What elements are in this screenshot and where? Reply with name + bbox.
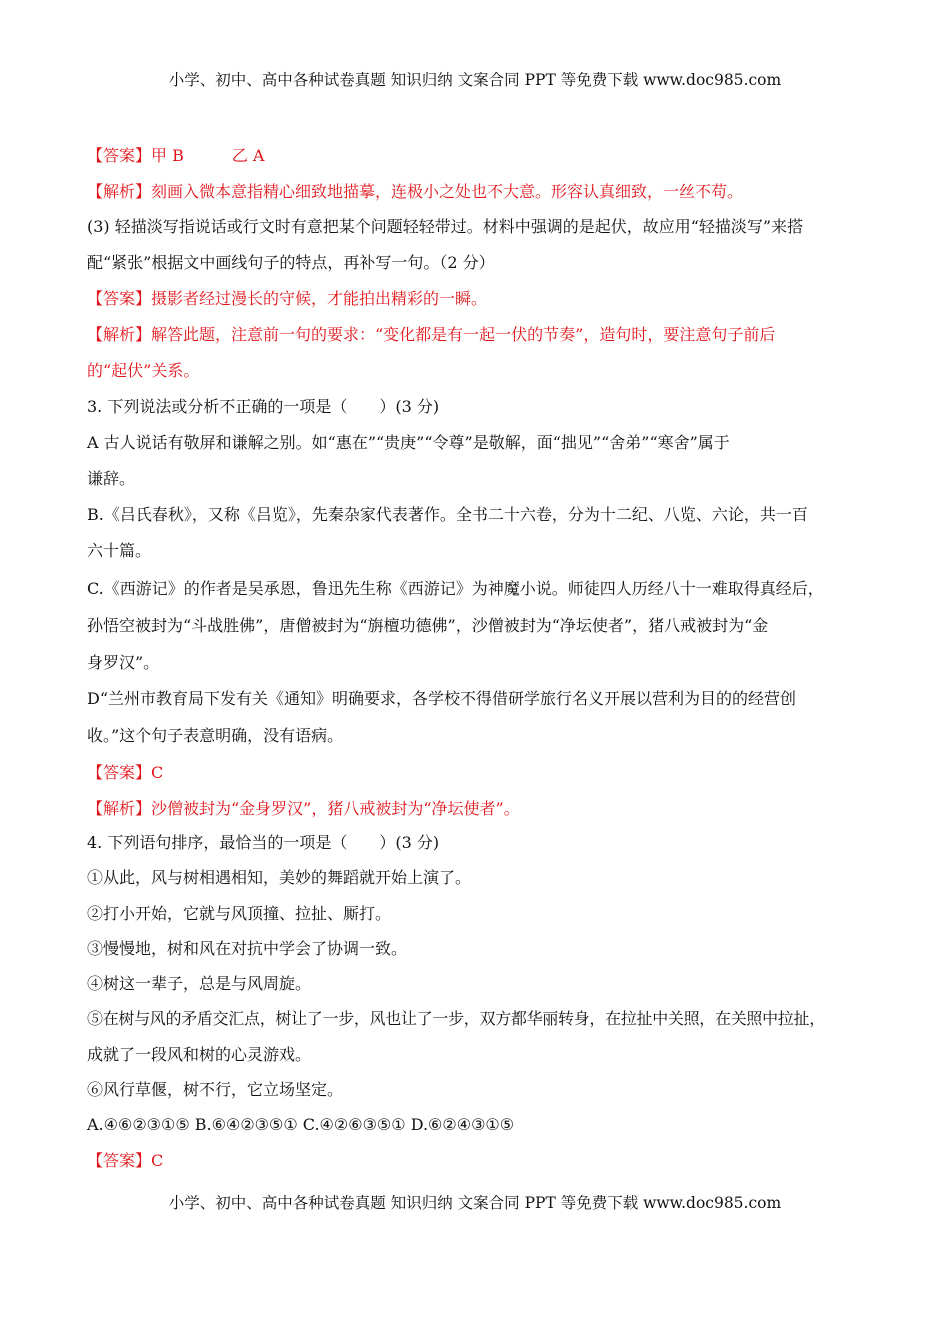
answer-line: 【答案】C	[87, 763, 164, 782]
answer-line: 【答案】甲 B 乙 A	[87, 146, 265, 165]
option-b-line: B.《吕氏春秋》，又称《吕览》，先秦杂家代表著作。全书二十六卷，分为十二纪、八览、六论，共一百	[87, 505, 808, 524]
sentence-item: ①从此，风与树相遇相知，美妙的舞蹈就开始上演了。	[87, 868, 472, 887]
analysis-line: 【解析】沙僧被封为“金身罗汉”，猪八戒被封为“净坛使者”。	[87, 799, 520, 818]
analysis-line: 的“起伏”关系。	[87, 361, 200, 380]
sentence-item: ④树这一辈子，总是与风周旋。	[87, 974, 312, 993]
option-a-line: 谦辞。	[87, 469, 136, 488]
answer-line: 【答案】C	[87, 1151, 164, 1170]
option-a-line: A 古人说话有敬屏和谦解之别。如“惠在”“贵庚”“令尊”是敬解，面“拙见”“舍弟”“寒舍”属于	[87, 433, 730, 452]
sentence-item: ⑤在树与风的矛盾交汇点，树让了一步，风也让了一步，双方都华丽转身，在拉扯中关照，在关照中拉扯，	[87, 1009, 825, 1028]
answer-line: 【答案】摄影者经过漫长的守候，才能拍出精彩的一瞬。	[87, 289, 488, 308]
question-4-title: 4. 下列语句排序，最恰当的一项是（ ）(3 分)	[87, 833, 440, 852]
page-footer: 小学、初中、高中各种试卷真题 知识归纳 文案合同 PPT 等免费下载 www.doc985.com	[168, 1194, 782, 1212]
option-b-line: 六十篇。	[87, 541, 152, 560]
question-line: 配“紧张”根据文中画线句子的特点，再补写一句。（2 分）	[87, 253, 495, 272]
page-header: 小学、初中、高中各种试卷真题 知识归纳 文案合同 PPT 等免费下载 www.doc985.com	[168, 71, 782, 89]
analysis-line: 【解析】刻画入微本意指精心细致地描摹，连极小之处也不大意。形容认真细致，一丝不苟。	[87, 182, 744, 201]
sentence-item: 成就了一段风和树的心灵游戏。	[87, 1045, 312, 1064]
sentence-item: ⑥风行草偃，树不行，它立场坚定。	[87, 1080, 344, 1099]
option-c-line: 身罗汉”。	[87, 653, 160, 672]
question-line: (3) 轻描淡写指说话或行文时有意把某个问题轻轻带过。材料中强调的是起伏，故应用“轻描淡写”来搭	[87, 217, 804, 236]
options-line: A.④⑥②③①⑤ B.⑥④②③⑤① C.④②⑥③⑤① D.⑥②④③①⑤	[87, 1115, 515, 1134]
sentence-item: ②打小开始，它就与风顶撞、拉扯、厮打。	[87, 904, 392, 923]
option-c-line: C.《西游记》的作者是吴承恩，鲁迅先生称《西游记》为神魔小说。师徒四人历经八十一难取得真经后，	[87, 579, 824, 598]
question-3-title: 3. 下列说法或分析不正确的一项是（ ）(3 分)	[87, 397, 440, 416]
option-d-line: D“兰州市教育局下发有关《通知》明确要求，各学校不得借研学旅行名义开展以营利为目的的经营创	[87, 689, 797, 708]
option-d-line: 收。”这个句子表意明确，没有语病。	[87, 726, 344, 745]
analysis-line: 【解析】解答此题，注意前一句的要求：“变化都是有一起一伏的节奏”，造句时，要注意句子前后	[87, 325, 776, 344]
sentence-item: ③慢慢地，树和风在对抗中学会了协调一致。	[87, 939, 408, 958]
option-c-line: 孙悟空被封为“斗战胜佛”，唐僧被封为“旃檀功德佛”，沙僧被封为“净坛使者”，猪八戒被封为“金	[87, 616, 769, 635]
